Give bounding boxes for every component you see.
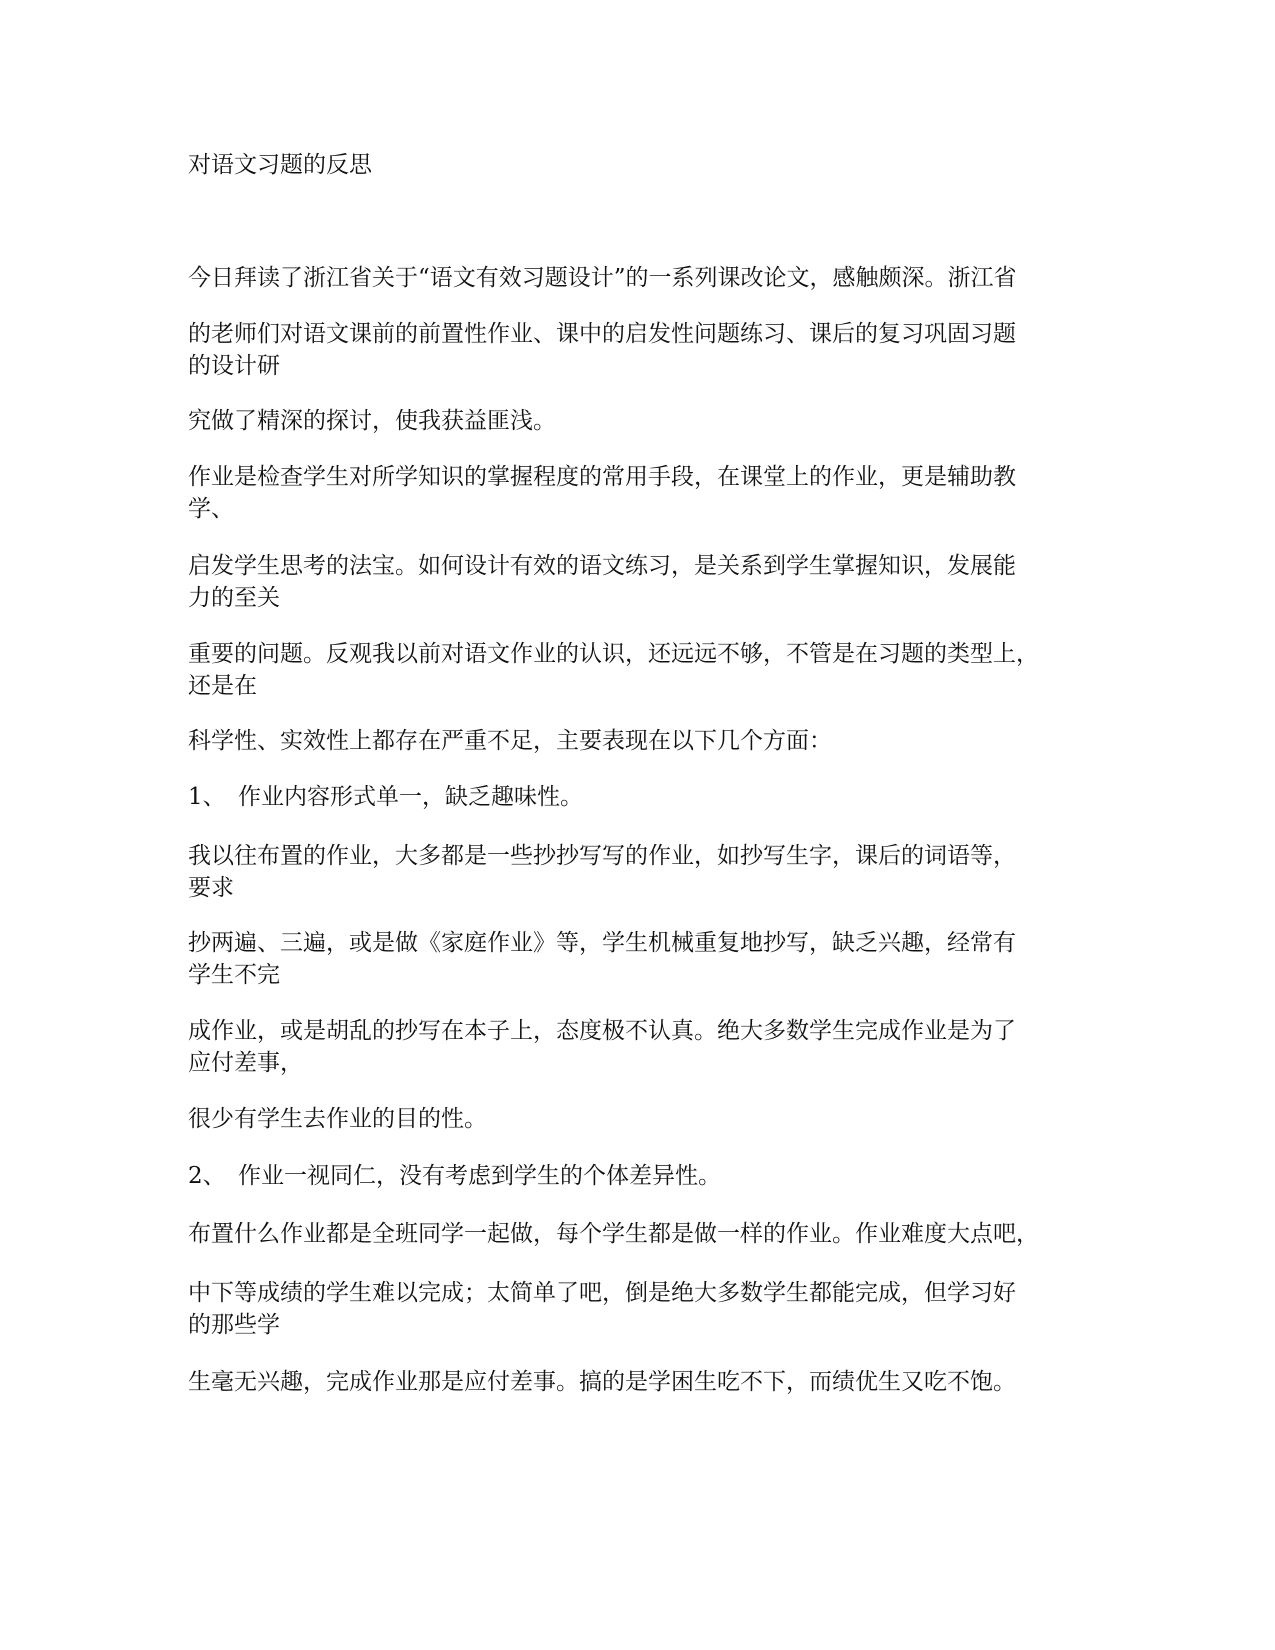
paragraph-line xyxy=(188,638,1098,702)
line-text: 启发学生思考的法宝。如何设计有效的语文练习，是关系到学生掌握知识，发展能 xyxy=(188,553,1016,579)
paragraph-line xyxy=(188,927,1098,991)
paragraph-line xyxy=(188,550,1098,614)
paragraph-line xyxy=(188,1366,1098,1398)
line-text: 成作业，或是胡乱的抄写在本子上，态度极不认真。绝大多数学生完成作业是为了 xyxy=(188,1018,1016,1044)
paragraph-line xyxy=(188,1277,1098,1341)
line-text: 中下等成绩的学生难以完成；太简单了吧，倒是绝大多数学生都能完成，但学习好 xyxy=(188,1280,1016,1306)
line-text: 科学性、实效性上都存在严重不足，主要表现在以下几个方面： xyxy=(188,728,832,754)
paragraph-line xyxy=(188,318,1098,382)
paragraph-line xyxy=(188,725,1098,757)
line-text: 究做了精深的探讨，使我获益匪浅。 xyxy=(188,408,556,434)
list-item-2 xyxy=(188,1160,1098,1192)
paragraph-line xyxy=(188,1218,1098,1250)
line-continuation: 的那些学 xyxy=(188,1312,280,1338)
paragraph-line xyxy=(188,840,1098,904)
line-text: 重要的问题。反观我以前对语文作业的认识，还远远不够，不管是在习题的类型上， xyxy=(188,641,1039,667)
line-text: 今日拜读了浙江省关于“语文有效习题设计”的一系列课改论文，感触颇深。浙江省 xyxy=(188,265,1017,291)
line-text: 抄两遍、三遍，或是做《家庭作业》等，学生机械重复地抄写，缺乏兴趣，经常有 xyxy=(188,930,1016,956)
line-text: 的老师们对语文课前的前置性作业、课中的启发性问题练习、课后的复习巩固习题 xyxy=(188,321,1016,347)
line-text: 我以往布置的作业，大多都是一些抄抄写写的作业，如抄写生字，课后的词语等， xyxy=(188,843,1016,869)
list-number: 2、 xyxy=(188,1163,226,1189)
line-text: 很少有学生去作业的目的性。 xyxy=(188,1106,487,1132)
list-item-text: 作业内容形式单一，缺乏趣味性。 xyxy=(238,784,583,810)
line-continuation: 力的至关 xyxy=(188,585,280,611)
list-item-1 xyxy=(188,781,1098,813)
paragraph-line xyxy=(188,1015,1098,1079)
paragraph-line xyxy=(188,405,1098,437)
line-continuation: 还是在 xyxy=(188,673,257,699)
list-number: 1、 xyxy=(188,784,226,810)
line-continuation: 的设计研 xyxy=(188,353,280,379)
line-continuation: 应付差事， xyxy=(188,1050,303,1076)
line-text: 布置什么作业都是全班同学一起做，每个学生都是做一样的作业。作业难度大点吧， xyxy=(188,1221,1039,1247)
line-text: 作业是检查学生对所学知识的掌握程度的常用手段，在课堂上的作业，更是辅助教 xyxy=(188,464,1016,490)
line-continuation: 学、 xyxy=(188,496,234,522)
line-continuation: 学生不完 xyxy=(188,962,280,988)
paragraph-line xyxy=(188,262,1098,294)
line-text: 生毫无兴趣，完成作业那是应付差事。搞的是学困生吃不下，而绩优生又吃不饱。 xyxy=(188,1369,1016,1395)
line-continuation: 要求 xyxy=(188,875,234,901)
paragraph-line xyxy=(188,461,1098,525)
document-title: 对语文习题的反思 xyxy=(188,152,372,178)
paragraph-line xyxy=(188,1103,1098,1135)
list-item-text: 作业一视同仁，没有考虑到学生的个体差异性。 xyxy=(238,1163,721,1189)
